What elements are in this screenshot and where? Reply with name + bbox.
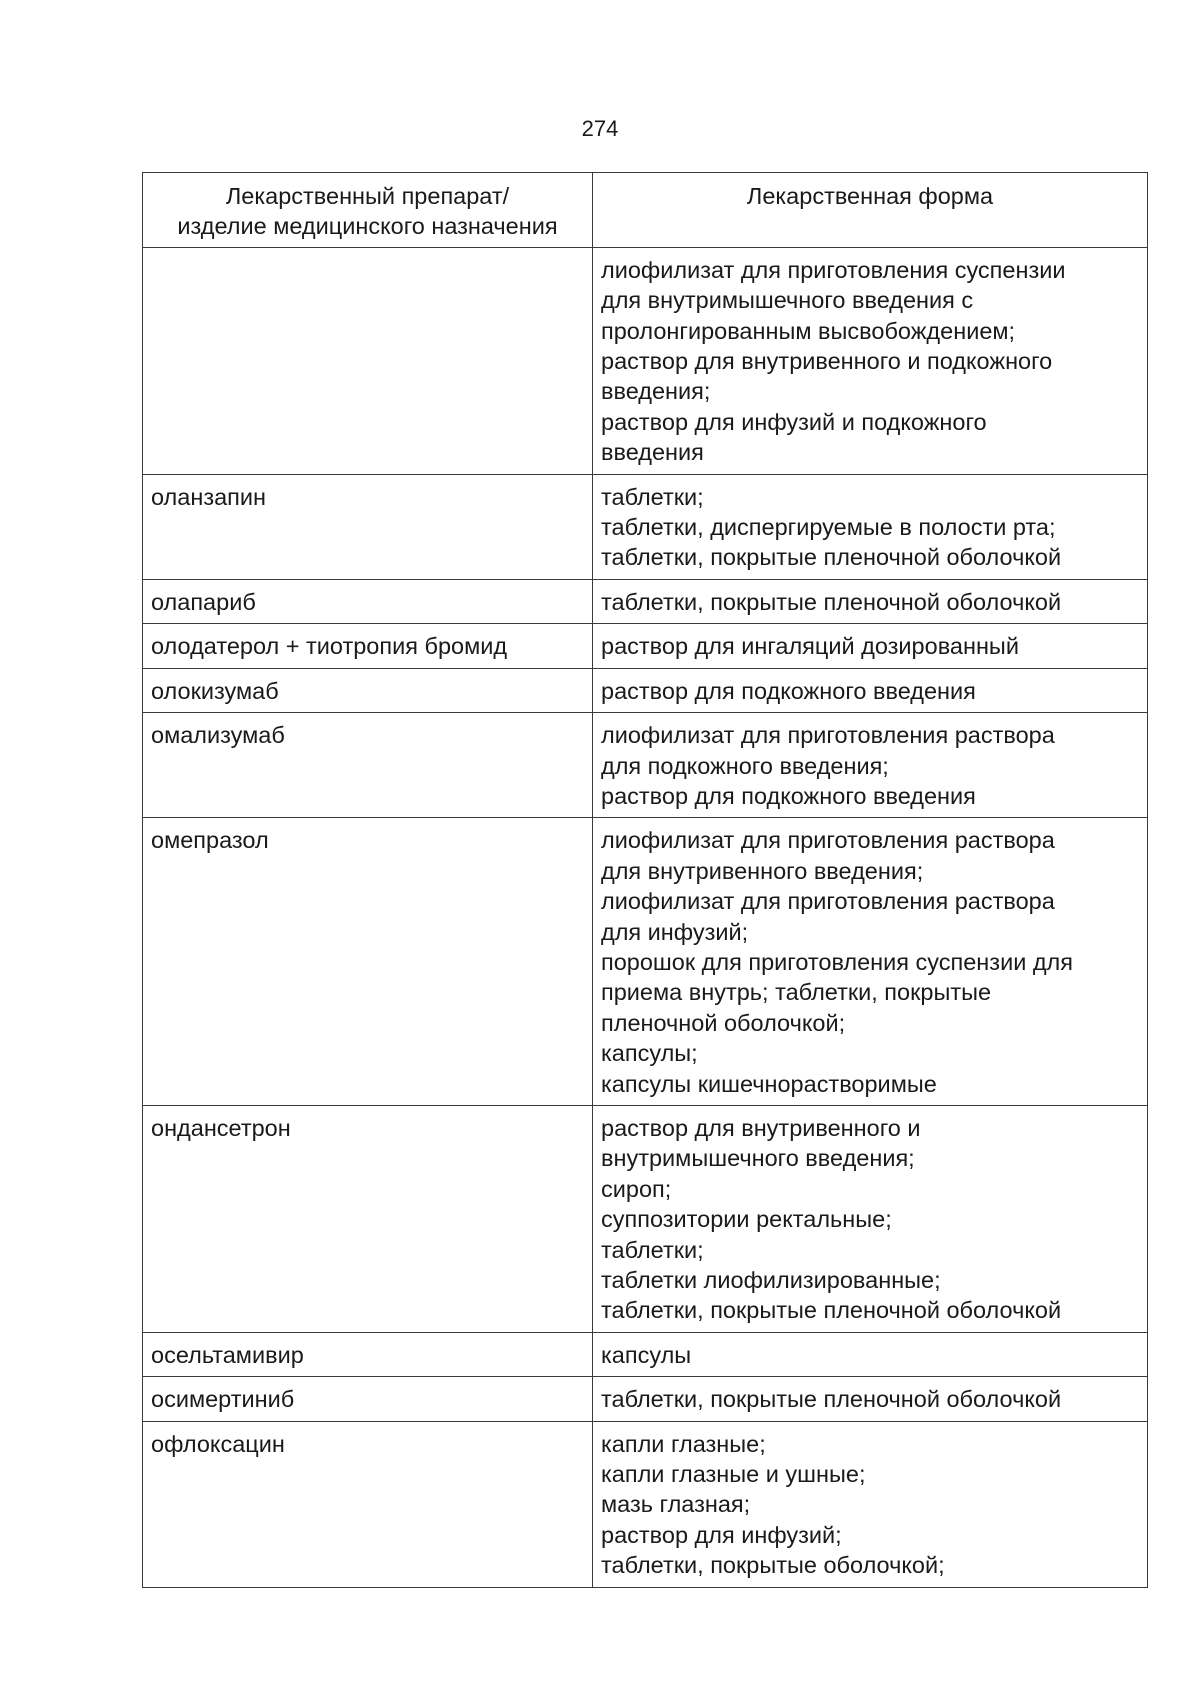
cell-line: таблетки, покрытые пленочной оболочкой <box>601 588 1062 615</box>
cell-line: Лекарственная форма <box>746 183 994 209</box>
cell-line: раствор для внутривенного и подкожного <box>601 348 1053 375</box>
cell-line: лиофилизат для приготовления раствора <box>601 888 1055 915</box>
cell-line: пленочной оболочкой; <box>601 1009 846 1036</box>
cell-line: омализумаб <box>151 722 285 749</box>
cell-line: капсулы кишечнорастворимые <box>601 1070 937 1097</box>
cell-line: суппозитории ректальные; <box>601 1206 892 1233</box>
cell-line: олодатерол + тиотропия бромид <box>151 633 508 660</box>
table-row <box>143 1105 1148 1332</box>
cell-line: для инфузий; <box>601 918 749 945</box>
cell-line: таблетки, покрытые пленочной оболочкой <box>601 1386 1062 1413</box>
dosage-form-cell <box>593 818 1148 1106</box>
cell-line: таблетки, покрытые оболочкой; <box>601 1552 945 1579</box>
drug-name-cell <box>143 668 593 712</box>
drug-name-cell <box>143 1421 593 1587</box>
table-row <box>143 1421 1148 1587</box>
cell-line: раствор для инфузий; <box>601 1521 842 1548</box>
drug-name-cell <box>143 474 593 579</box>
cell-line: Лекарственный препарат/ <box>225 183 510 209</box>
cell-line: оланзапин <box>151 483 266 510</box>
cell-line: омепразол <box>151 827 269 854</box>
drug-name-cell <box>143 1105 593 1332</box>
table-row <box>143 1377 1148 1421</box>
dosage-form-cell <box>593 668 1148 712</box>
table-header-row <box>143 173 1148 248</box>
cell-line: для внутримышечного введения с <box>601 287 974 314</box>
cell-line: капли глазные и ушные; <box>601 1461 866 1488</box>
dosage-form-cell <box>593 579 1148 623</box>
cell-line: пролонгированным высвобождением; <box>601 317 1016 344</box>
cell-line: таблетки, покрытые пленочной оболочкой <box>601 544 1062 571</box>
cell-line: лиофилизат для приготовления суспензии <box>601 256 1066 283</box>
table-row <box>143 1332 1148 1376</box>
cell-line: раствор для ингаляций дозированный <box>601 633 1019 660</box>
drug-name-cell <box>143 1332 593 1376</box>
table-body <box>143 247 1148 1587</box>
cell-line: раствор для подкожного введения <box>601 782 976 809</box>
cell-line: раствор для подкожного введения <box>601 677 976 704</box>
medication-table <box>142 172 1148 1588</box>
cell-line: таблетки; <box>601 1236 704 1263</box>
cell-line: порошок для приготовления суспензии для <box>601 948 1073 975</box>
cell-line: ондансетрон <box>151 1114 291 1141</box>
table-row <box>143 579 1148 623</box>
drug-name-cell <box>143 247 593 474</box>
header-drug <box>143 173 593 248</box>
cell-line: капсулы <box>601 1341 692 1368</box>
cell-line: для подкожного введения; <box>601 752 889 779</box>
drug-name-cell <box>143 1377 593 1421</box>
dosage-form-cell <box>593 1332 1148 1376</box>
header-form <box>593 173 1148 248</box>
cell-line: изделие медицинского назначения <box>177 213 558 240</box>
cell-line: лиофилизат для приготовления раствора <box>601 722 1055 749</box>
dosage-form-cell <box>593 713 1148 818</box>
cell-line: олокизумаб <box>151 677 279 704</box>
cell-line: приема внутрь; таблетки, покрытые <box>601 979 992 1006</box>
table-row <box>143 474 1148 579</box>
drug-name-cell <box>143 818 593 1106</box>
table-row <box>143 624 1148 668</box>
cell-line: введения; <box>601 378 711 405</box>
drug-name-cell <box>143 624 593 668</box>
cell-line: сироп; <box>601 1175 672 1202</box>
cell-line: введения <box>601 439 704 466</box>
table-row <box>143 818 1148 1106</box>
cell-line: таблетки, покрытые пленочной оболочкой <box>601 1297 1062 1324</box>
dosage-form-cell <box>593 247 1148 474</box>
cell-line: раствор для инфузий и подкожного <box>601 408 987 435</box>
cell-line: олапариб <box>151 588 256 615</box>
table-row <box>143 668 1148 712</box>
dosage-form-cell <box>593 624 1148 668</box>
page-number: 274 <box>581 116 619 141</box>
cell-line: раствор для внутривенного и <box>601 1114 921 1141</box>
cell-line: капли глазные; <box>601 1430 766 1457</box>
cell-line: таблетки; <box>601 483 704 510</box>
cell-line: осельтамивир <box>151 1341 304 1368</box>
dosage-form-cell <box>593 1421 1148 1587</box>
drug-name-cell <box>143 713 593 818</box>
cell-line: таблетки лиофилизированные; <box>601 1267 941 1293</box>
drug-name-cell <box>143 579 593 623</box>
cell-line: таблетки, диспергируемые в полости рта; <box>601 514 1056 541</box>
cell-line: осимертиниб <box>151 1386 295 1413</box>
dosage-form-cell <box>593 474 1148 579</box>
dosage-form-cell <box>593 1105 1148 1332</box>
cell-line: офлоксацин <box>151 1430 285 1457</box>
cell-line: внутримышечного введения; <box>601 1145 915 1172</box>
cell-line: капсулы; <box>601 1040 698 1067</box>
table-row <box>143 713 1148 818</box>
cell-line: лиофилизат для приготовления раствора <box>601 827 1055 854</box>
dosage-form-cell <box>593 1377 1148 1421</box>
cell-line: мазь глазная; <box>601 1491 751 1518</box>
table-row <box>143 247 1148 474</box>
cell-line: для внутривенного введения; <box>601 857 924 884</box>
